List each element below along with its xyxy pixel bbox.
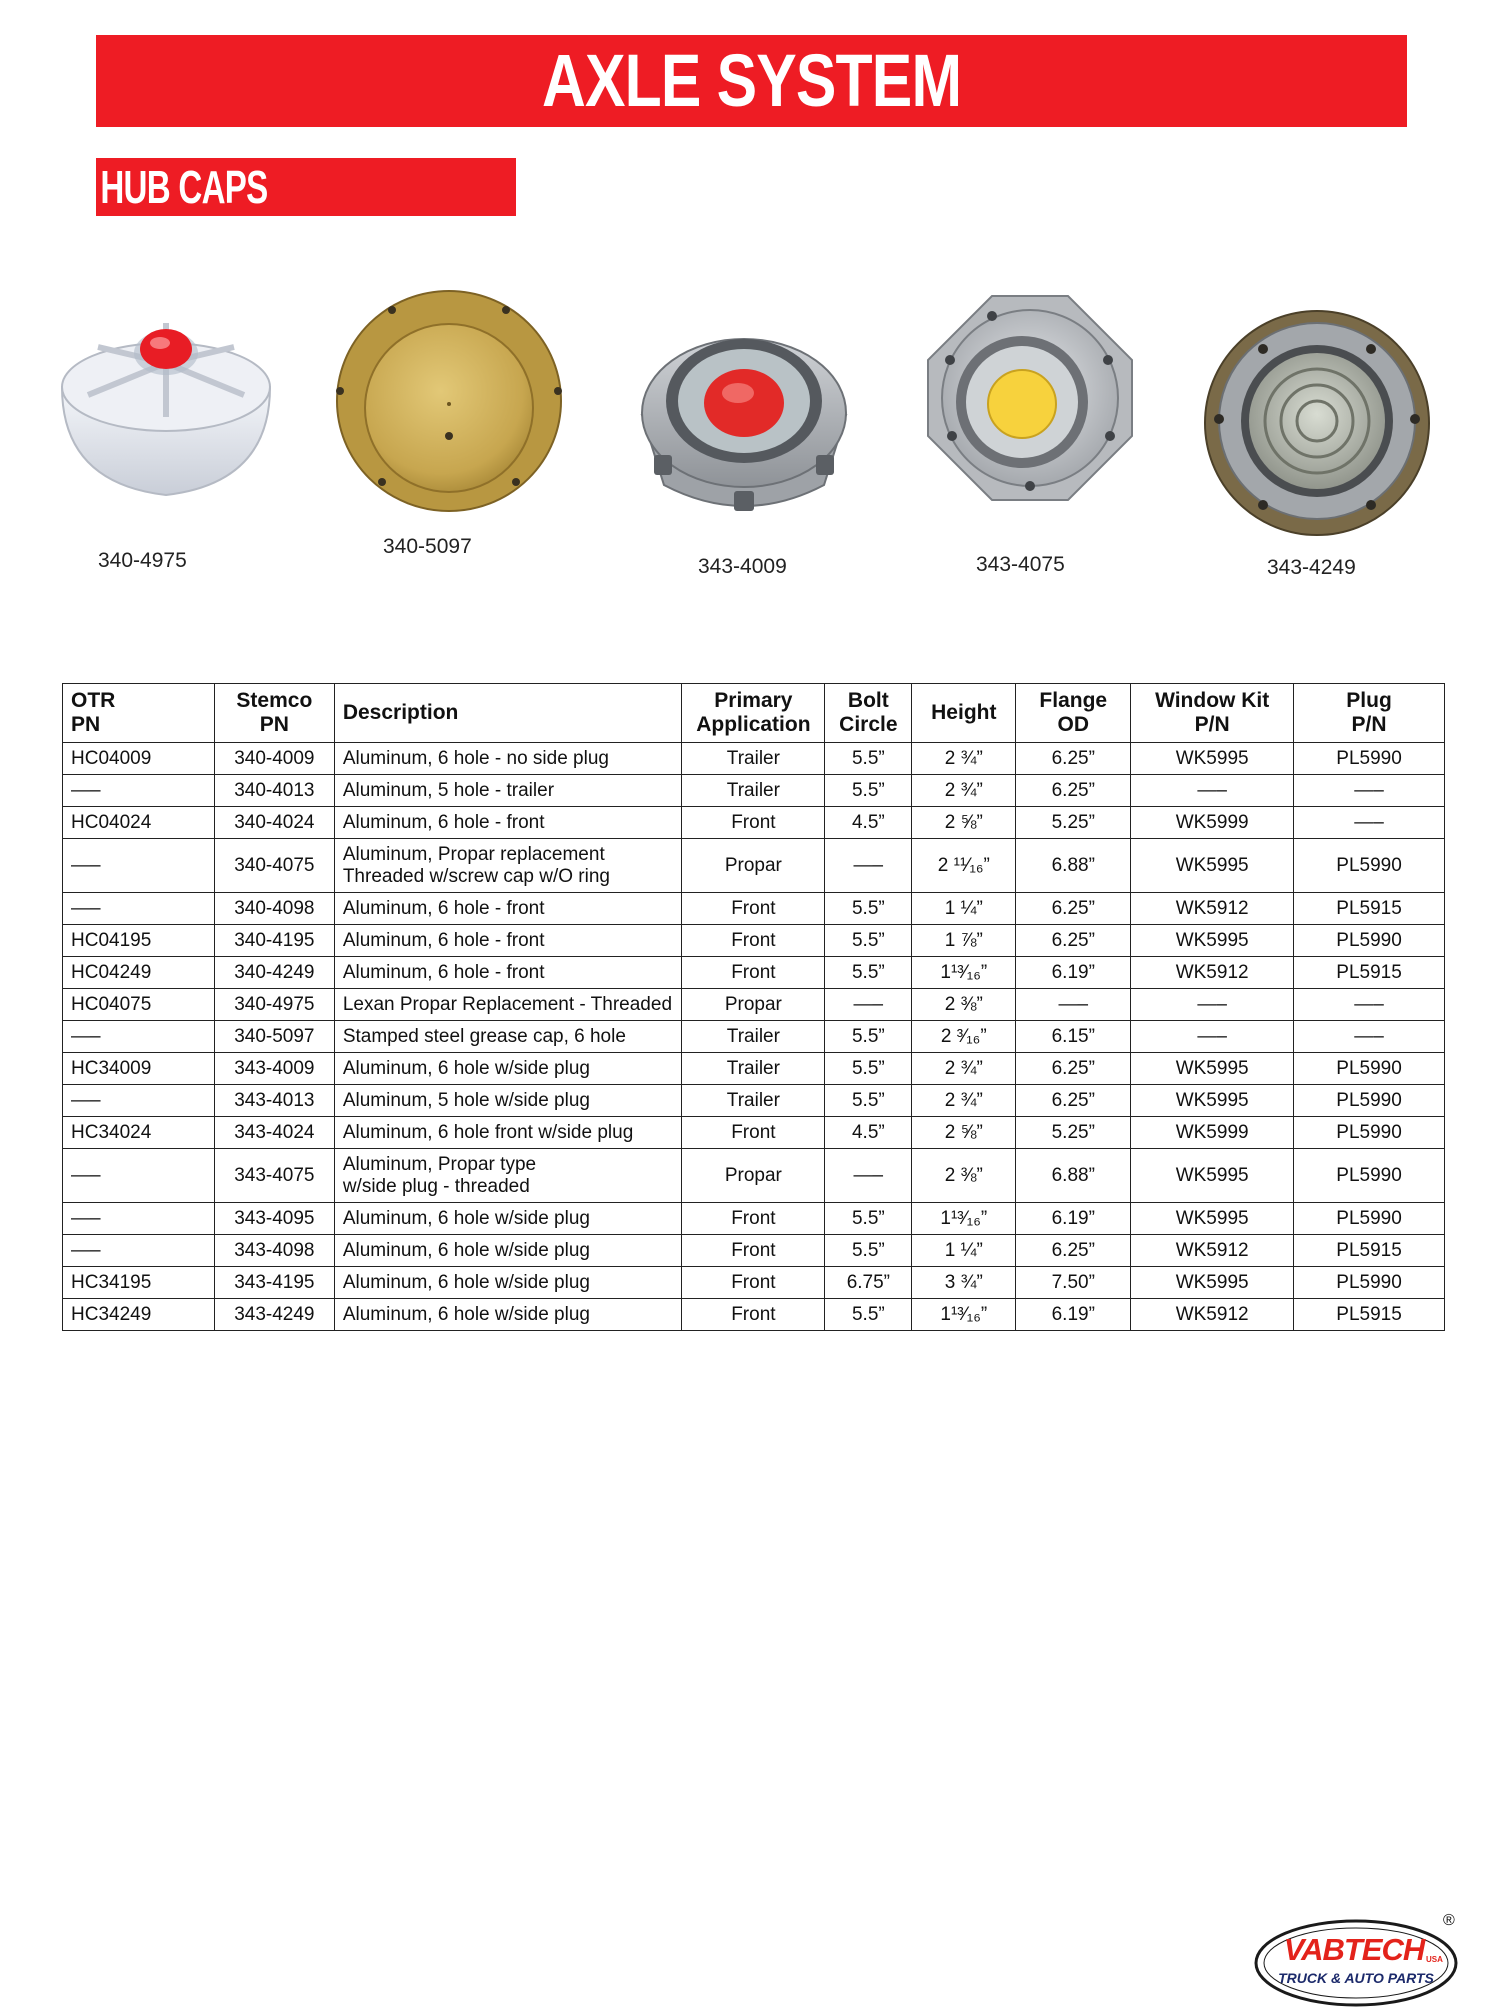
cell-otr-pn: —– bbox=[63, 775, 215, 807]
cell-window-kit: WK5912 bbox=[1131, 957, 1294, 989]
cell-bolt-circle: 5.5” bbox=[825, 957, 912, 989]
cell-height: 2 ¾” bbox=[912, 1053, 1016, 1085]
cell-bolt-circle: 5.5” bbox=[825, 775, 912, 807]
table-row bbox=[63, 989, 1445, 1021]
cell-window-kit: WK5995 bbox=[1131, 839, 1294, 893]
cell-description: Aluminum, 5 hole - trailer bbox=[334, 775, 682, 807]
page-title: AXLE SYSTEM bbox=[541, 39, 962, 122]
cell-flange-od: 6.25” bbox=[1016, 893, 1131, 925]
cell-primary-application: Front bbox=[682, 1235, 825, 1267]
cell-otr-pn: HC34024 bbox=[63, 1117, 215, 1149]
cell-primary-application: Propar bbox=[682, 1149, 825, 1203]
cell-flange-od: 6.19” bbox=[1016, 957, 1131, 989]
cell-height: 2 ⅜” bbox=[912, 1149, 1016, 1203]
table-row bbox=[63, 893, 1445, 925]
cell-plug: PL5990 bbox=[1294, 1267, 1445, 1299]
cell-height: 2 ⅜” bbox=[912, 989, 1016, 1021]
cell-bolt-circle: 5.5” bbox=[825, 1299, 912, 1331]
cell-window-kit: WK5912 bbox=[1131, 1235, 1294, 1267]
cell-bolt-circle: 5.5” bbox=[825, 743, 912, 775]
cell-height: 2 ⅝” bbox=[912, 807, 1016, 839]
cell-height: 2 ¾” bbox=[912, 743, 1016, 775]
cell-flange-od: 5.25” bbox=[1016, 1117, 1131, 1149]
header-primary-application: Primary Application bbox=[682, 684, 825, 743]
header-description: Description bbox=[334, 684, 682, 743]
cell-plug: PL5990 bbox=[1294, 1149, 1445, 1203]
table-row bbox=[63, 807, 1445, 839]
table-row bbox=[63, 1235, 1445, 1267]
cell-description: Aluminum, 6 hole w/side plug bbox=[334, 1267, 682, 1299]
cell-bolt-circle: —– bbox=[825, 1149, 912, 1203]
cell-description: Aluminum, 6 hole w/side plug bbox=[334, 1299, 682, 1331]
header-banner bbox=[96, 35, 1407, 127]
cell-height: 2 ¾” bbox=[912, 775, 1016, 807]
cell-description: Aluminum, 6 hole front w/side plug bbox=[334, 1117, 682, 1149]
cell-window-kit: WK5995 bbox=[1131, 743, 1294, 775]
cell-otr-pn: HC04024 bbox=[63, 807, 215, 839]
table-row bbox=[63, 1267, 1445, 1299]
cell-bolt-circle: —– bbox=[825, 989, 912, 1021]
product-label: 343-4249 bbox=[1267, 556, 1356, 579]
header-otr-pn: OTR PN bbox=[63, 684, 215, 743]
cell-bolt-circle: 5.5” bbox=[825, 893, 912, 925]
cell-flange-od: 6.25” bbox=[1016, 1053, 1131, 1085]
cell-window-kit: WK5995 bbox=[1131, 1149, 1294, 1203]
cell-bolt-circle: 6.75” bbox=[825, 1267, 912, 1299]
cell-stemco-pn: 340-4975 bbox=[214, 989, 334, 1021]
cell-flange-od: 6.25” bbox=[1016, 1235, 1131, 1267]
table-row bbox=[63, 1053, 1445, 1085]
cell-stemco-pn: 340-4195 bbox=[214, 925, 334, 957]
cell-plug: —– bbox=[1294, 775, 1445, 807]
hub-cap-spec-table bbox=[62, 683, 1445, 1331]
cell-flange-od: 5.25” bbox=[1016, 807, 1131, 839]
cell-flange-od: 6.88” bbox=[1016, 839, 1131, 893]
cell-bolt-circle: 5.5” bbox=[825, 1085, 912, 1117]
table-header-row bbox=[63, 684, 1445, 743]
cell-flange-od: 6.15” bbox=[1016, 1021, 1131, 1053]
product-label: 343-4009 bbox=[698, 555, 787, 578]
cell-bolt-circle: 5.5” bbox=[825, 1235, 912, 1267]
cell-plug: PL5990 bbox=[1294, 743, 1445, 775]
cell-plug: —– bbox=[1294, 989, 1445, 1021]
cell-window-kit: WK5999 bbox=[1131, 807, 1294, 839]
cell-primary-application: Trailer bbox=[682, 1085, 825, 1117]
table-row bbox=[63, 1085, 1445, 1117]
product-label: 340-4975 bbox=[98, 549, 187, 572]
header-plug: Plug P/N bbox=[1294, 684, 1445, 743]
cell-plug: PL5915 bbox=[1294, 1235, 1445, 1267]
table-row bbox=[63, 1021, 1445, 1053]
cell-otr-pn: HC34249 bbox=[63, 1299, 215, 1331]
cell-stemco-pn: 340-4013 bbox=[214, 775, 334, 807]
cell-height: 2 ¹¹⁄₁₆” bbox=[912, 839, 1016, 893]
cell-height: 1 ¼” bbox=[912, 893, 1016, 925]
table-row bbox=[63, 1299, 1445, 1331]
cell-stemco-pn: 340-4024 bbox=[214, 807, 334, 839]
cell-window-kit: —– bbox=[1131, 775, 1294, 807]
cell-description: Aluminum, 6 hole w/side plug bbox=[334, 1203, 682, 1235]
cell-primary-application: Propar bbox=[682, 989, 825, 1021]
cell-flange-od: 6.25” bbox=[1016, 925, 1131, 957]
cell-window-kit: WK5995 bbox=[1131, 1053, 1294, 1085]
cell-primary-application: Front bbox=[682, 893, 825, 925]
cell-height: 1¹³⁄₁₆” bbox=[912, 1299, 1016, 1331]
cell-primary-application: Trailer bbox=[682, 1021, 825, 1053]
cell-otr-pn: HC04249 bbox=[63, 957, 215, 989]
cell-window-kit: —– bbox=[1131, 989, 1294, 1021]
cell-otr-pn: HC04075 bbox=[63, 989, 215, 1021]
cell-height: 2 ¾” bbox=[912, 1085, 1016, 1117]
product-label: 343-4075 bbox=[976, 553, 1065, 576]
cell-window-kit: WK5995 bbox=[1131, 1203, 1294, 1235]
cell-description: Aluminum, Propar replacement Threaded w/screw cap w/O ring bbox=[334, 839, 682, 893]
cell-otr-pn: HC04195 bbox=[63, 925, 215, 957]
table-row bbox=[63, 925, 1445, 957]
cell-height: 2 ⅝” bbox=[912, 1117, 1016, 1149]
cell-stemco-pn: 343-4009 bbox=[214, 1053, 334, 1085]
cell-flange-od: 6.19” bbox=[1016, 1203, 1131, 1235]
cell-description: Stamped steel grease cap, 6 hole bbox=[334, 1021, 682, 1053]
cell-description: Aluminum, 6 hole - front bbox=[334, 807, 682, 839]
cell-stemco-pn: 343-4098 bbox=[214, 1235, 334, 1267]
cell-plug: PL5990 bbox=[1294, 1085, 1445, 1117]
cell-plug: PL5990 bbox=[1294, 1117, 1445, 1149]
header-bolt-circle: Bolt Circle bbox=[825, 684, 912, 743]
cell-description: Lexan Propar Replacement - Threaded bbox=[334, 989, 682, 1021]
table-row bbox=[63, 775, 1445, 807]
aluminum-hub-cap-yellow-plug-icon bbox=[922, 290, 1138, 506]
section-banner bbox=[96, 158, 516, 216]
cell-primary-application: Front bbox=[682, 1267, 825, 1299]
cell-primary-application: Trailer bbox=[682, 1053, 825, 1085]
cell-stemco-pn: 343-4075 bbox=[214, 1149, 334, 1203]
cell-plug: PL5915 bbox=[1294, 893, 1445, 925]
cell-primary-application: Front bbox=[682, 1203, 825, 1235]
cell-otr-pn: —– bbox=[63, 1149, 215, 1203]
cell-window-kit: WK5912 bbox=[1131, 1299, 1294, 1331]
table-row bbox=[63, 743, 1445, 775]
section-title: HUB CAPS bbox=[100, 161, 268, 213]
registered-mark: ® bbox=[1443, 1912, 1455, 1929]
cell-flange-od: 6.88” bbox=[1016, 1149, 1131, 1203]
cell-stemco-pn: 343-4013 bbox=[214, 1085, 334, 1117]
header-stemco-pn: Stemco PN bbox=[214, 684, 334, 743]
cell-plug: PL5915 bbox=[1294, 1299, 1445, 1331]
aluminum-hub-cap-window-icon bbox=[1203, 309, 1431, 537]
cell-plug: PL5990 bbox=[1294, 1053, 1445, 1085]
cell-bolt-circle: 5.5” bbox=[825, 1021, 912, 1053]
cell-stemco-pn: 340-4009 bbox=[214, 743, 334, 775]
cell-plug: PL5990 bbox=[1294, 1203, 1445, 1235]
product-340-5097 bbox=[334, 286, 564, 516]
table-row bbox=[63, 839, 1445, 893]
cell-stemco-pn: 340-5097 bbox=[214, 1021, 334, 1053]
cell-window-kit: WK5912 bbox=[1131, 893, 1294, 925]
stamped-steel-hub-cap-icon bbox=[334, 286, 564, 516]
cell-height: 1 ¼” bbox=[912, 1235, 1016, 1267]
cell-flange-od: 6.25” bbox=[1016, 743, 1131, 775]
header-height: Height bbox=[912, 684, 1016, 743]
cell-height: 1¹³⁄₁₆” bbox=[912, 957, 1016, 989]
table-row bbox=[63, 957, 1445, 989]
cell-primary-application: Front bbox=[682, 925, 825, 957]
cell-window-kit: WK5995 bbox=[1131, 925, 1294, 957]
cell-description: Aluminum, 6 hole - front bbox=[334, 893, 682, 925]
cell-otr-pn: —– bbox=[63, 1085, 215, 1117]
cell-otr-pn: —– bbox=[63, 1203, 215, 1235]
cell-bolt-circle: 5.5” bbox=[825, 1203, 912, 1235]
cell-primary-application: Front bbox=[682, 807, 825, 839]
cell-bolt-circle: 4.5” bbox=[825, 807, 912, 839]
cell-description: Aluminum, 6 hole - front bbox=[334, 925, 682, 957]
cell-otr-pn: —– bbox=[63, 1021, 215, 1053]
cell-window-kit: WK5999 bbox=[1131, 1117, 1294, 1149]
cell-height: 1 ⅞” bbox=[912, 925, 1016, 957]
cell-flange-od: 6.19” bbox=[1016, 1299, 1131, 1331]
cell-plug: —– bbox=[1294, 807, 1445, 839]
clear-hub-cap-red-center-icon bbox=[48, 305, 284, 505]
cell-description: Aluminum, Propar type w/side plug - threaded bbox=[334, 1149, 682, 1203]
cell-window-kit: WK5995 bbox=[1131, 1085, 1294, 1117]
cell-flange-od: 6.25” bbox=[1016, 1085, 1131, 1117]
cell-stemco-pn: 340-4098 bbox=[214, 893, 334, 925]
cell-height: 1¹³⁄₁₆” bbox=[912, 1203, 1016, 1235]
cell-plug: PL5990 bbox=[1294, 839, 1445, 893]
cell-flange-od: —– bbox=[1016, 989, 1131, 1021]
product-343-4075 bbox=[922, 290, 1138, 506]
cell-primary-application: Front bbox=[682, 1117, 825, 1149]
cell-primary-application: Front bbox=[682, 957, 825, 989]
cell-bolt-circle: 4.5” bbox=[825, 1117, 912, 1149]
product-343-4009 bbox=[634, 305, 854, 525]
cell-primary-application: Propar bbox=[682, 839, 825, 893]
cell-description: Aluminum, 6 hole - no side plug bbox=[334, 743, 682, 775]
cell-plug: PL5915 bbox=[1294, 957, 1445, 989]
cell-stemco-pn: 340-4249 bbox=[214, 957, 334, 989]
cell-primary-application: Trailer bbox=[682, 775, 825, 807]
cell-otr-pn: —– bbox=[63, 893, 215, 925]
product-label: 340-5097 bbox=[383, 535, 472, 558]
cell-window-kit: —– bbox=[1131, 1021, 1294, 1053]
cell-bolt-circle: —– bbox=[825, 839, 912, 893]
cell-description: Aluminum, 6 hole w/side plug bbox=[334, 1053, 682, 1085]
cell-stemco-pn: 343-4095 bbox=[214, 1203, 334, 1235]
cell-primary-application: Trailer bbox=[682, 743, 825, 775]
aluminum-hub-cap-red-plug-icon bbox=[634, 305, 854, 525]
product-340-4975 bbox=[48, 305, 284, 505]
cell-plug: —– bbox=[1294, 1021, 1445, 1053]
logo-sub: USA bbox=[1426, 1955, 1443, 1964]
cell-otr-pn: HC04009 bbox=[63, 743, 215, 775]
cell-window-kit: WK5995 bbox=[1131, 1267, 1294, 1299]
header-window-kit: Window Kit P/N bbox=[1131, 684, 1294, 743]
cell-otr-pn: HC34009 bbox=[63, 1053, 215, 1085]
cell-flange-od: 7.50” bbox=[1016, 1267, 1131, 1299]
cell-otr-pn: —– bbox=[63, 839, 215, 893]
cell-stemco-pn: 340-4075 bbox=[214, 839, 334, 893]
cell-plug: PL5990 bbox=[1294, 925, 1445, 957]
cell-otr-pn: HC34195 bbox=[63, 1267, 215, 1299]
cell-stemco-pn: 343-4195 bbox=[214, 1267, 334, 1299]
product-343-4249 bbox=[1203, 309, 1431, 537]
cell-stemco-pn: 343-4249 bbox=[214, 1299, 334, 1331]
table-row bbox=[63, 1117, 1445, 1149]
table-row bbox=[63, 1149, 1445, 1203]
cell-bolt-circle: 5.5” bbox=[825, 925, 912, 957]
vabtech-logo bbox=[1253, 1917, 1460, 2009]
cell-flange-od: 6.25” bbox=[1016, 775, 1131, 807]
logo-tagline: TRUCK & AUTO PARTS bbox=[1278, 1970, 1434, 1986]
cell-stemco-pn: 343-4024 bbox=[214, 1117, 334, 1149]
cell-description: Aluminum, 5 hole w/side plug bbox=[334, 1085, 682, 1117]
cell-description: Aluminum, 6 hole w/side plug bbox=[334, 1235, 682, 1267]
cell-height: 3 ¾” bbox=[912, 1267, 1016, 1299]
logo-name: VABTECH bbox=[1283, 1932, 1425, 1967]
cell-otr-pn: —– bbox=[63, 1235, 215, 1267]
header-flange-od: Flange OD bbox=[1016, 684, 1131, 743]
cell-description: Aluminum, 6 hole - front bbox=[334, 957, 682, 989]
cell-height: 2 ³⁄₁₆” bbox=[912, 1021, 1016, 1053]
cell-primary-application: Front bbox=[682, 1299, 825, 1331]
table-row bbox=[63, 1203, 1445, 1235]
cell-bolt-circle: 5.5” bbox=[825, 1053, 912, 1085]
